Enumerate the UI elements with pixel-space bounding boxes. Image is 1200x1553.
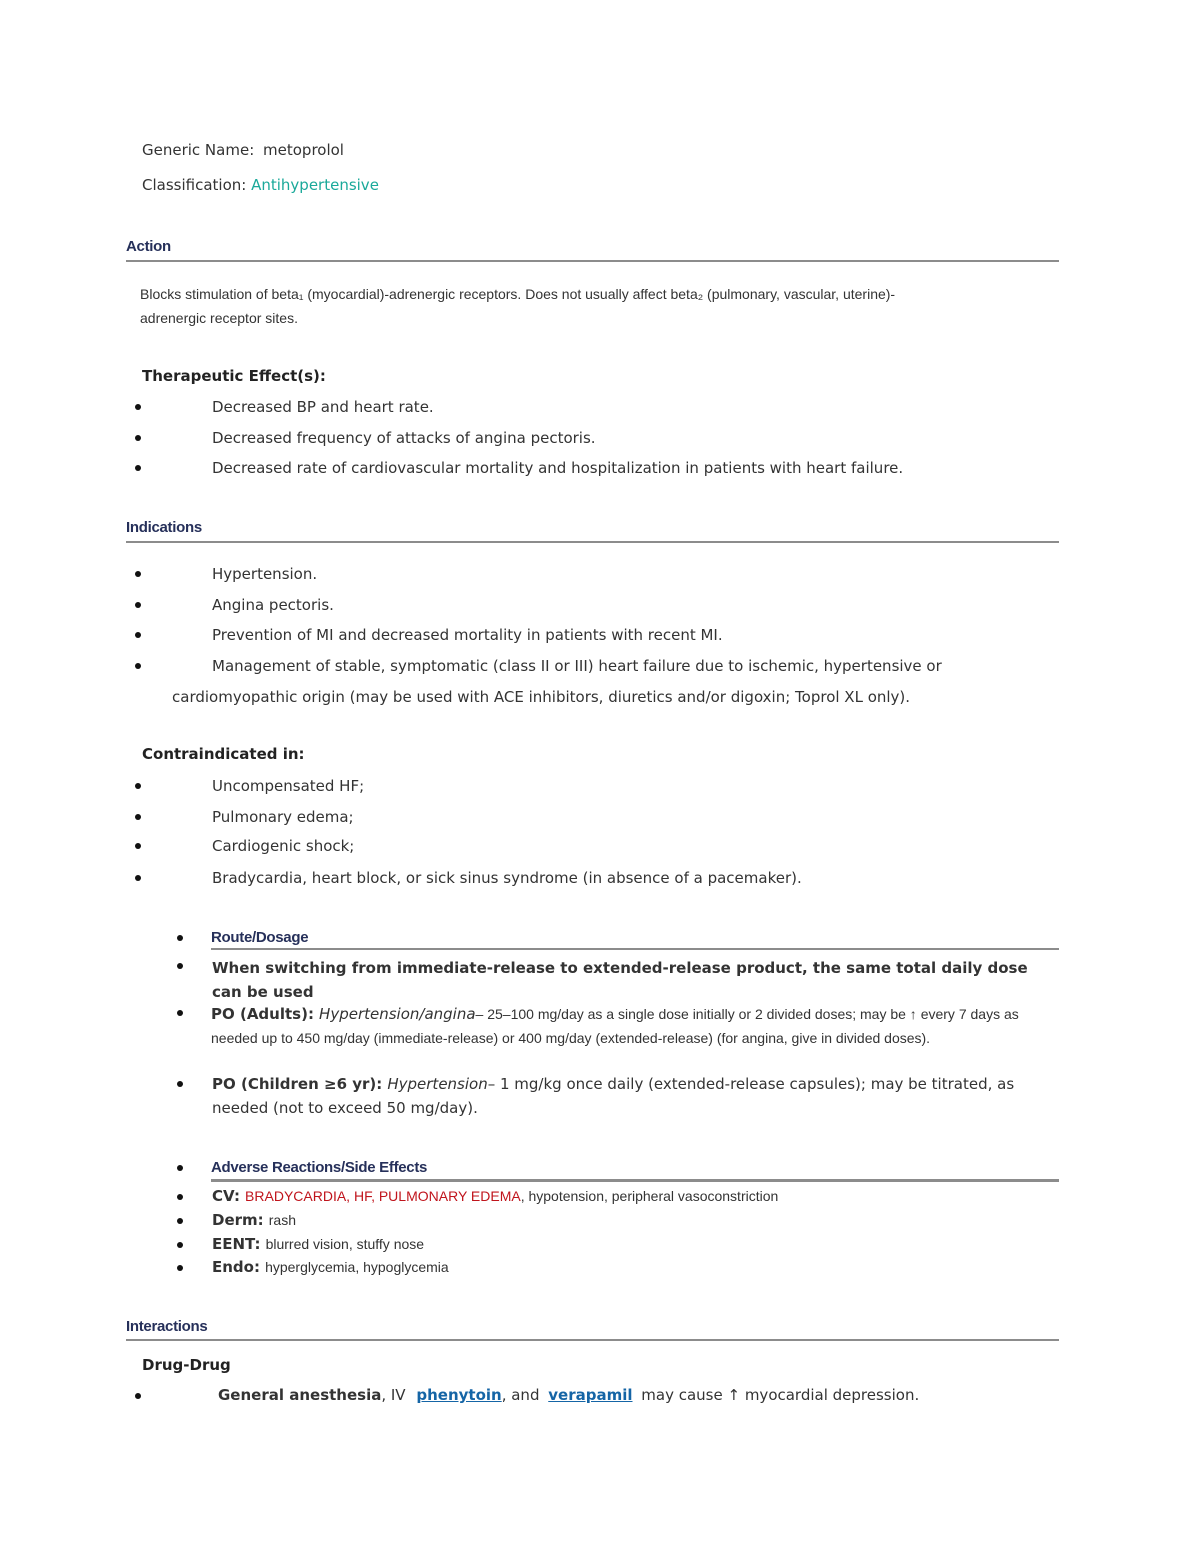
contraindicated-item: Bradycardia, heart block, or sick sinus syndrome (in absence of a pacemaker). bbox=[212, 869, 802, 887]
adverse-derm bbox=[212, 1210, 296, 1229]
po-children-label: PO (Children ≥6 yr): bbox=[212, 1075, 383, 1093]
bullet bbox=[177, 963, 183, 969]
action-line-1: Blocks stimulation of beta₁ (myocardial)-adrenergic receptors. Does not usually affect beta₂ (pulmonary, vascular, uterine)- bbox=[140, 286, 896, 302]
action-rule bbox=[126, 260, 1059, 262]
classification-value: Antihypertensive bbox=[251, 176, 379, 194]
drug-drug-heading: Drug-Drug bbox=[142, 1356, 231, 1374]
contraindicated-item: Pulmonary edema; bbox=[212, 808, 354, 826]
therapeutic-item: Decreased BP and heart rate. bbox=[212, 398, 434, 416]
adverse-cv-serious: BRADYCARDIA, HF, PULMONARY EDEMA bbox=[245, 1188, 521, 1204]
adverse-heading: Adverse Reactions/Side Effects bbox=[211, 1159, 428, 1176]
bullet bbox=[135, 632, 141, 638]
bullet bbox=[135, 602, 141, 608]
bullet bbox=[135, 663, 141, 669]
action-heading: Action bbox=[126, 238, 171, 255]
po-adults-block bbox=[211, 1002, 1056, 1050]
adverse-rule bbox=[211, 1179, 1059, 1182]
po-children-text: – 1 mg/kg once daily (extended-release capsules); may be titrated, as needed (not to exceed 50 mg/day). bbox=[212, 1075, 1015, 1117]
indication-continuation: cardiomyopathic origin (may be used with ACE inhibitors, diuretics and/or digoxin; Toprol XL only). bbox=[172, 688, 911, 706]
bullet bbox=[177, 1242, 183, 1248]
interaction-anesthesia: General anesthesia bbox=[218, 1386, 382, 1404]
adverse-derm-label: Derm: bbox=[212, 1211, 264, 1229]
bullet bbox=[177, 1165, 183, 1171]
interactions-heading: Interactions bbox=[126, 1318, 208, 1335]
classification-label: Classification: bbox=[142, 176, 247, 194]
interaction-item bbox=[218, 1386, 919, 1404]
adverse-endo bbox=[212, 1257, 449, 1276]
therapeutic-heading: Therapeutic Effect(s): bbox=[142, 367, 326, 385]
bullet bbox=[135, 875, 141, 881]
generic-name-label: Generic Name: bbox=[142, 141, 255, 159]
bullet bbox=[177, 1194, 183, 1200]
adverse-eent bbox=[212, 1234, 424, 1253]
adverse-endo-label: Endo: bbox=[212, 1258, 260, 1276]
bullet bbox=[135, 783, 141, 789]
adverse-eent-label: EENT: bbox=[212, 1235, 261, 1253]
adverse-eent-rest: blurred vision, stuffy nose bbox=[265, 1236, 425, 1252]
route-heading: Route/Dosage bbox=[211, 929, 309, 946]
verapamil-link[interactable]: verapamil bbox=[548, 1386, 633, 1404]
bullet bbox=[177, 1218, 183, 1224]
indication-item: Management of stable, symptomatic (class II or III) heart failure due to ischemic, hypertensive or bbox=[212, 657, 942, 675]
route-switching-note: When switching from immediate-release to extended-release product, the same total daily dose can be used bbox=[212, 959, 1028, 1001]
po-children-block bbox=[212, 1072, 1062, 1120]
po-adults-text: – 25–100 mg/day as a single dose initially or 2 divided doses; may be ↑ every 7 days as needed up to 450 mg/day (immediate-release) or 400 mg/day (extended-release) (for angina, give in divided doses). bbox=[211, 1006, 1019, 1046]
indication-item: Prevention of MI and decreased mortality in patients with recent MI. bbox=[212, 626, 723, 644]
po-adults-indication: Hypertension/angina bbox=[319, 1005, 476, 1023]
adverse-derm-rest: rash bbox=[268, 1212, 296, 1228]
indications-rule bbox=[126, 541, 1059, 543]
bullet bbox=[177, 1081, 183, 1087]
classification-line bbox=[142, 176, 379, 194]
generic-name-value: metoprolol bbox=[263, 141, 344, 159]
interaction-and: , and bbox=[501, 1386, 540, 1404]
interaction-iv: , IV bbox=[381, 1386, 406, 1404]
interaction-rest: may cause ↑ myocardial depression. bbox=[641, 1386, 920, 1404]
contraindicated-item: Uncompensated HF; bbox=[212, 777, 365, 795]
contraindicated-item: Cardiogenic shock; bbox=[212, 837, 355, 855]
adverse-cv-label: CV: bbox=[212, 1187, 240, 1205]
action-line-2: adrenergic receptor sites. bbox=[140, 310, 298, 326]
bullet bbox=[135, 435, 141, 441]
bullet bbox=[135, 571, 141, 577]
indication-item: Hypertension. bbox=[212, 565, 318, 583]
adverse-endo-rest: hyperglycemia, hypoglycemia bbox=[265, 1259, 449, 1275]
phenytoin-link[interactable]: phenytoin bbox=[416, 1386, 502, 1404]
po-adults-label: PO (Adults): bbox=[211, 1005, 314, 1023]
adverse-cv bbox=[212, 1186, 778, 1205]
contraindicated-heading: Contraindicated in: bbox=[142, 745, 305, 763]
bullet bbox=[135, 843, 141, 849]
therapeutic-item: Decreased frequency of attacks of angina pectoris. bbox=[212, 429, 596, 447]
therapeutic-item: Decreased rate of cardiovascular mortality and hospitalization in patients with heart failure. bbox=[212, 459, 904, 477]
bullet bbox=[177, 1010, 183, 1016]
bullet bbox=[135, 1393, 141, 1399]
po-children-indication: Hypertension bbox=[387, 1075, 488, 1093]
generic-name-line bbox=[142, 141, 344, 159]
bullet bbox=[135, 814, 141, 820]
bullet bbox=[135, 465, 141, 471]
bullet bbox=[135, 404, 141, 410]
interactions-rule bbox=[126, 1339, 1059, 1341]
bullet bbox=[177, 935, 183, 941]
adverse-cv-rest: , hypotension, peripheral vasoconstriction bbox=[520, 1188, 779, 1204]
route-rule bbox=[211, 948, 1059, 950]
indications-heading: Indications bbox=[126, 519, 202, 536]
indication-item: Angina pectoris. bbox=[212, 596, 334, 614]
bullet bbox=[177, 1265, 183, 1271]
